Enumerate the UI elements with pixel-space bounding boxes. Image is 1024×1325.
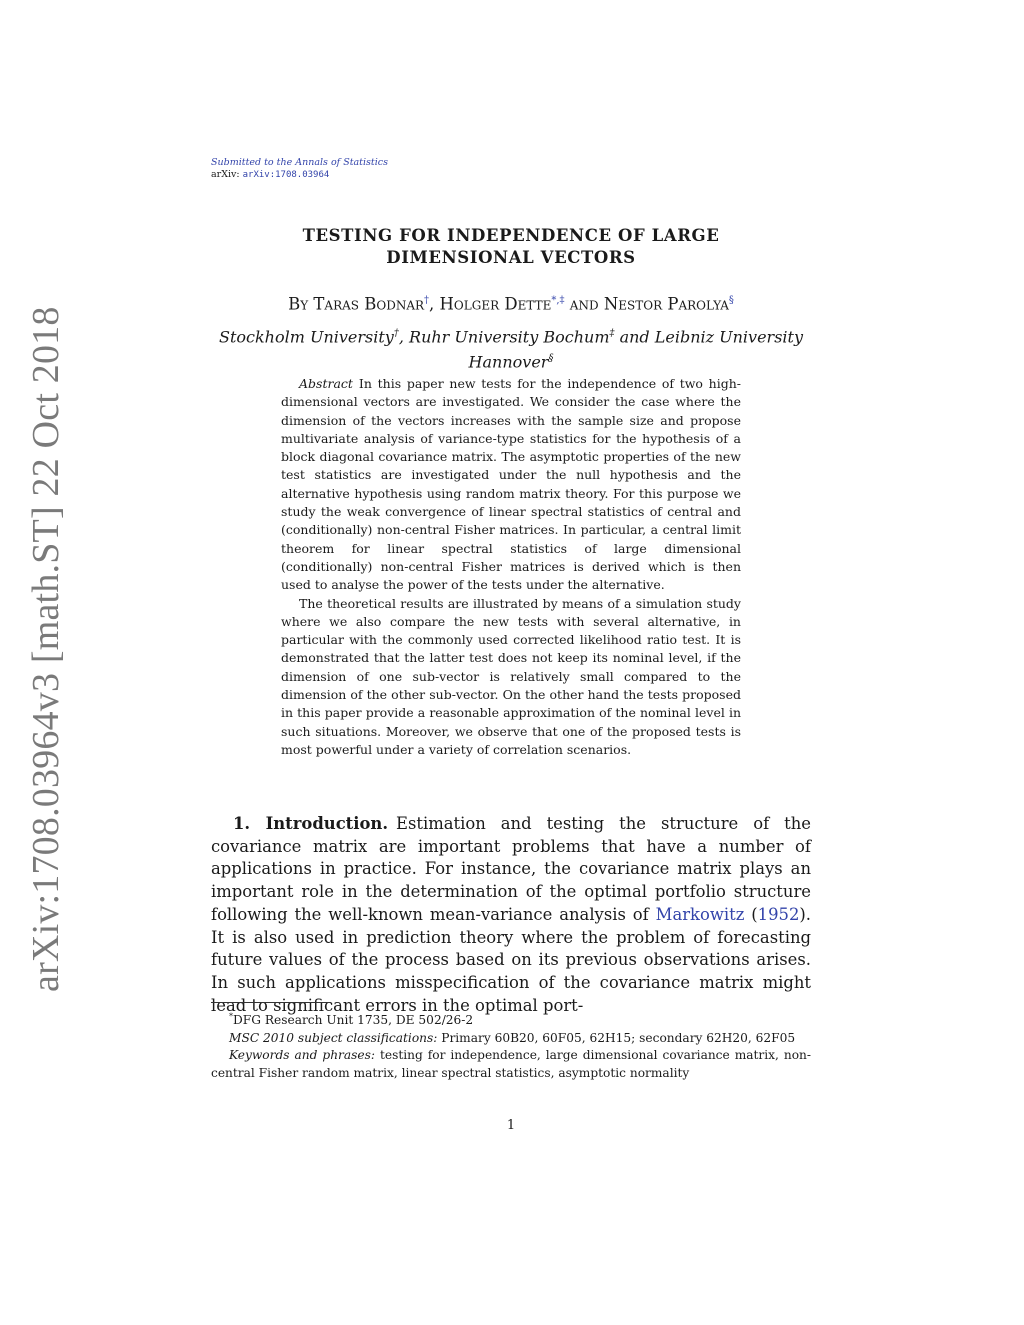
arxiv-label: arXiv: bbox=[211, 169, 240, 180]
abstract-text-1: In this paper new tests for the independence of two high-dimensional vectors are investigated. We consider the case where the dimension of the vectors increases with the sample size and propose multivariate analysis of variance-type statistics for the hypothesis of a block diagonal covariance matrix. The asymptotic properties of the new test statistics are investigated under the null hypothesis and the alternative hypothesis using random matrix theory. For this purpose we study the weak convergence of linear spectral statistics of central and (conditionally) non-central Fisher matrices. In particular, a central limit theorem for linear spectral statistics of large dimensional (conditionally) non-central Fisher matrices is derived which is then used to analyse the power of the tests under the alternative. bbox=[281, 376, 741, 593]
affiliation-line-1 bbox=[211, 323, 811, 348]
affiliation-leibniz: and Leibniz University bbox=[614, 327, 803, 347]
abstract bbox=[281, 375, 741, 759]
abstract-paragraph-1 bbox=[281, 375, 741, 595]
author-dette: Holger Dette bbox=[439, 294, 552, 314]
affiliation-mark-3: § bbox=[548, 353, 554, 365]
msc-label: MSC 2010 subject classifications: bbox=[229, 1030, 438, 1045]
arxiv-id-link[interactable]: arXiv:1708.03964 bbox=[242, 170, 330, 180]
citation-author-link[interactable]: Markowitz bbox=[655, 904, 745, 924]
paper-title bbox=[211, 225, 811, 269]
affiliation-stockholm: Stockholm University bbox=[218, 327, 394, 347]
intro-text-before: Estimation and testing the structure of the covariance matrix are important problems that have a number of applications in practice. For instance, the covariance matrix plays an important role in the determination of the optimal portfolio structure following the well-known mean-variance analysis of bbox=[211, 814, 811, 924]
journal-name: Submitted to the Annals of Statistics bbox=[211, 157, 388, 168]
author-bodnar: Taras Bodnar bbox=[313, 294, 425, 314]
author-list bbox=[211, 290, 811, 316]
affiliation-line-2 bbox=[211, 348, 811, 373]
by-label: By bbox=[288, 294, 309, 314]
affiliation-bochum: , Ruhr University Bochum bbox=[398, 327, 610, 347]
affiliations bbox=[211, 323, 811, 374]
affiliation-hannover: Hannover bbox=[468, 352, 549, 372]
footnote-funding-text: DFG Research Unit 1735, DE 502/26-2 bbox=[233, 1013, 474, 1028]
section-heading: 1. Introduction. bbox=[233, 814, 389, 833]
keywords-label: Keywords and phrases: bbox=[229, 1048, 375, 1063]
abstract-paragraph-2: The theoretical results are illustrated by means of a simulation study where we also compare the new tests with several alternative, in particular with the commonly used corrected likelihood ratio test. It is demonstrated that the latter test does not keep its nominal level, if the dimension of one sub-vector is relatively small compared to the dimension of the other sub-vector. On the other hand the tests proposed in this paper provide a reasonable approximation of the nominal level in such situations. Moreover, we observe that one of the proposed tests is most powerful under a variety of correlation scenarios. bbox=[281, 595, 741, 757]
footnote-msc bbox=[211, 1030, 811, 1048]
author-mark-1[interactable]: † bbox=[424, 295, 430, 306]
affiliation-mark-1: † bbox=[393, 328, 399, 339]
introduction-section bbox=[211, 813, 811, 1017]
author-mark-3[interactable]: § bbox=[728, 295, 734, 306]
and-label: and bbox=[569, 294, 599, 314]
footnote-keywords bbox=[211, 1047, 811, 1082]
footnote-mark: * bbox=[229, 1012, 233, 1021]
author-separator: , bbox=[429, 294, 435, 314]
intro-paragraph: 1. Introduction. Estimation and testing the structure of the covariance matrix are important problems that have a number of applications in practice. For instance, the covariance matrix plays an important role in the determination of the optimal portfolio structure following the well-known mean-variance analysis of Markowitz (1952). It is also used in prediction theory where the problem of forecasting future values of the process based on its previous observations arises. In such applications misspecification of the covariance matrix might lead to significant errors in the optimal port- bbox=[211, 814, 811, 1015]
intro-text-after: . It is also used in prediction theory where the problem of forecasting future values of the process based on its previous observations arises. In such applications misspecification of the covariance matrix might lead to significant errors in the optimal port- bbox=[211, 904, 811, 1015]
arxiv-line bbox=[211, 169, 388, 181]
footnote-funding bbox=[211, 1008, 811, 1030]
arxiv-sidebar-stamp: arXiv:1708.03964v3 [math.ST] 22 Oct 2018 bbox=[25, 306, 67, 992]
footnote-rule bbox=[211, 1002, 331, 1003]
msc-text: Primary 60B20, 60F05, 62H15; secondary 62H20, 62F05 bbox=[441, 1030, 796, 1045]
author-parolya: Nestor Parolya bbox=[603, 294, 729, 314]
title-line-1: TESTING FOR INDEPENDENCE OF LARGE bbox=[302, 226, 720, 245]
abstract-label: Abstract bbox=[299, 376, 353, 391]
footnotes bbox=[211, 1008, 811, 1082]
keywords-text: testing for independence, large dimensional covariance matrix, non-central Fisher random matrix, linear spectral statistics, asymptotic normality bbox=[211, 1048, 812, 1080]
citation-year-link[interactable]: 1952 bbox=[757, 904, 800, 924]
journal-header bbox=[211, 157, 388, 181]
title-line-2: DIMENSIONAL VECTORS bbox=[386, 248, 636, 267]
page-number: 1 bbox=[506, 1118, 516, 1133]
affiliation-mark-2: ‡ bbox=[609, 328, 615, 339]
author-mark-2[interactable]: *,‡ bbox=[551, 295, 565, 306]
